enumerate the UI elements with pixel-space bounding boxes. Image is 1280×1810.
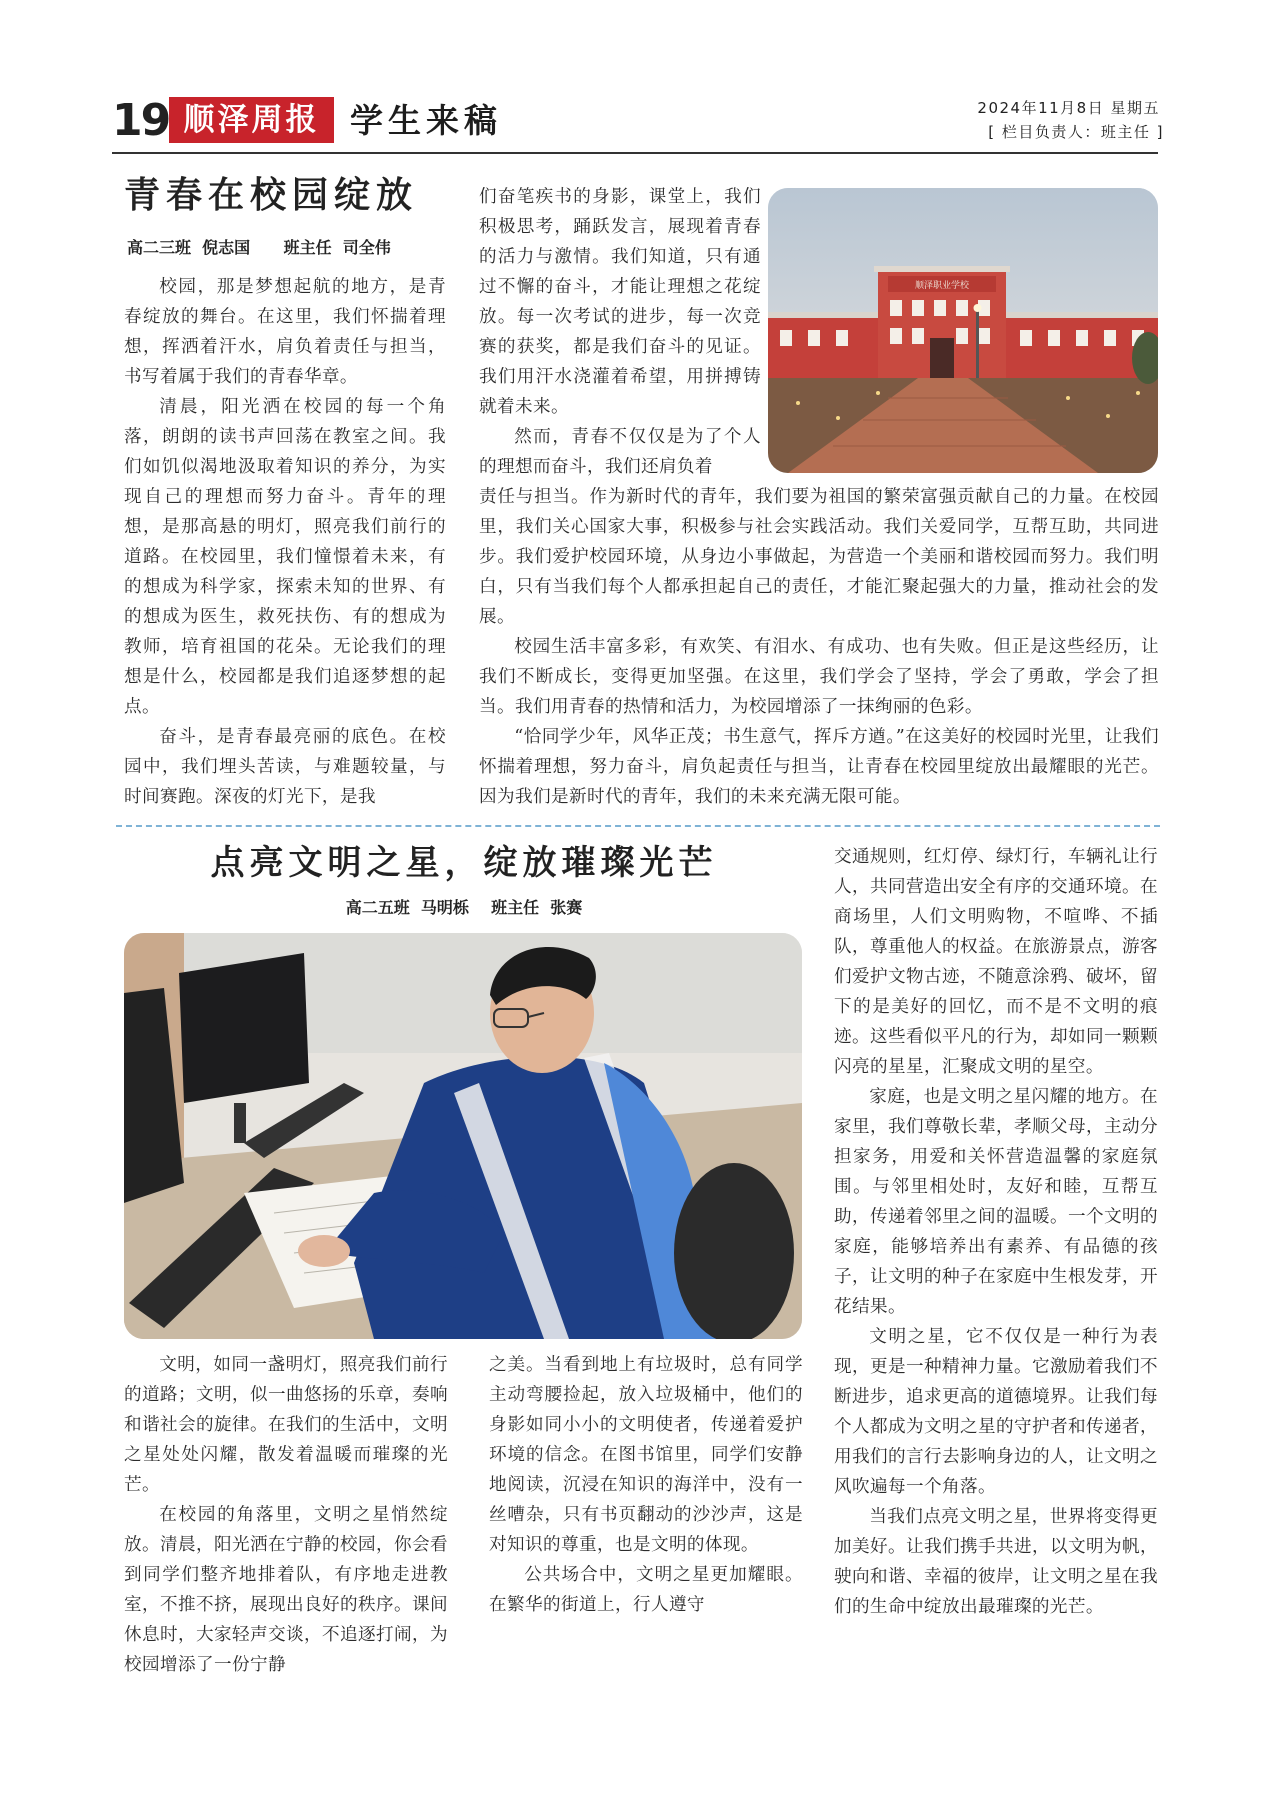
paragraph: 文明之星，它不仅仅是一种行为表现，更是一种精神力量。它激励着我们不断进步，追求更高的道德境界。让我们每个人都成为文明之星的守护者和传递者，用我们的言行去影响身边的人，让文明之风吹遍每一个角落。 bbox=[834, 1327, 1158, 1497]
paragraph: 家庭，也是文明之星闪耀的地方。在家里，我们尊敬长辈，孝顺父母，主动分担家务，用爱和关怀营造温馨的家庭氛围。与邻里相处时，友好和睦，互帮互助，传递着邻里之间的温暖。一个文明的家庭，能够培养出有素养、有品德的孩子，让文明的种子在家庭中生根发芽，开花结果。 bbox=[834, 1087, 1158, 1317]
article2-column3 bbox=[834, 842, 1158, 1622]
paragraph: 校园，那是梦想起航的地方，是青春绽放的舞台。在这里，我们怀揣着理想，挥洒着汗水，肩负着责任与担当，书写着属于我们的青春华章。 bbox=[124, 277, 446, 387]
paragraph: 文明，如同一盏明灯，照亮我们前行的道路；文明，似一曲悠扬的乐章，奏响和谐社会的旋律。在我们的生活中，文明之星处处闪耀，散发着温暖而璀璨的光芒。 bbox=[124, 1355, 448, 1495]
paragraph: 交通规则，红灯停、绿灯行，车辆礼让行人，共同营造出安全有序的交通环境。在商场里，人们文明购物，不喧哗、不插队，尊重他人的权益。在旅游景点，游客们爱护文物古迹，不随意涂鸦、破坏，留下的是美好的回忆，而不是不文明的痕迹。这些看似平凡的行为，却如同一颗颗闪亮的星星，汇聚成文明的星空。 bbox=[834, 847, 1158, 1077]
student-reading-photo bbox=[124, 933, 802, 1339]
header-rule bbox=[112, 152, 1158, 154]
paragraph: 们奋笔疾书的身影，课堂上，我们积极思考，踊跃发言，展现着青春的活力与激情。我们知道，只有通过不懈的奋斗，才能让理想之花绽放。每一次考试的进步，每一次竞赛的获奖，都是我们奋斗的见证。我们用汗水浇灌着希望，用拼搏铸就着未来。 bbox=[479, 187, 761, 417]
paragraph: 校园生活丰富多彩，有欢笑、有泪水、有成功、也有失败。但正是这些经历，让我们不断成长，变得更加坚强。在这里，我们学会了坚持，学会了勇敢，学会了担当。我们用青春的热情和活力，为校园增添了一抹绚丽的色彩。 bbox=[479, 637, 1159, 717]
column-editor: [ 栏目负责人：班主任 ] bbox=[988, 123, 1164, 141]
article2-column1 bbox=[124, 1350, 448, 1680]
page-number: 19 bbox=[112, 95, 170, 146]
article1-byline: 高二三班 倪志国 班主任 司全伟 bbox=[127, 238, 391, 257]
article1-column2 bbox=[479, 182, 761, 482]
paragraph: 奋斗，是青春最亮丽的底色。在校园中，我们埋头苦读，与难题较量，与时间赛跑。深夜的灯光下，是我 bbox=[124, 727, 446, 807]
paragraph: 当我们点亮文明之星，世界将变得更加美好。让我们携手共进，以文明为帆，驶向和谐、幸福的彼岸，让文明之星在我们的生命中绽放出最璀璨的光芒。 bbox=[834, 1507, 1158, 1617]
paragraph: 责任与担当。作为新时代的青年，我们要为祖国的繁荣富强贡献自己的力量。在校园里，我们关心国家大事，积极参与社会实践活动。我们关爱同学，互帮互助，共同进步。我们爱护校园环境，从身边小事做起，为营造一个美丽和谐校园而努力。我们明白，只有当我们每个人都承担起自己的责任，才能汇聚起强大的力量，推动社会的发展。 bbox=[479, 487, 1159, 627]
campus-building-photo bbox=[768, 188, 1158, 473]
paragraph: 在校园的角落里，文明之星悄然绽放。清晨，阳光洒在宁静的校园，你会看到同学们整齐地排着队，有序地走进教室，不推不挤，展现出良好的秩序。课间休息时，大家轻声交谈，不追逐打闹，为校园增添了一份宁静 bbox=[124, 1505, 448, 1675]
article-divider bbox=[116, 825, 1160, 827]
issue-date: 2024年11月8日 星期五 bbox=[977, 99, 1160, 117]
section-title: 学生来稿 bbox=[350, 101, 502, 140]
newspaper-logo: 顺泽周报 bbox=[169, 97, 334, 143]
article2-title: 点亮文明之星，绽放璀璨光芒 bbox=[210, 843, 718, 883]
paragraph: 清晨，阳光洒在校园的每一个角落，朗朗的读书声回荡在教室之间。我们如饥似渴地汲取着知识的养分，为实现自己的理想而努力奋斗。青年的理想，是那高悬的明灯，照亮我们前行的道路。在校园里，我们憧憬着未来，有的想成为科学家，探索未知的世界、有的想成为医生，救死扶伤、有的想成为教师，培育祖国的花朵。无论我们的理想是什么，校园都是我们追逐梦想的起点。 bbox=[124, 397, 446, 717]
article2-column2 bbox=[489, 1350, 803, 1620]
paragraph: 然而，青春不仅仅是为了个人的理想而奋斗，我们还肩负着 bbox=[479, 427, 761, 477]
article2-byline: 高二五班 马明栎 班主任 张赛 bbox=[345, 898, 583, 917]
article1-column2-wide bbox=[479, 482, 1159, 812]
paragraph: 之美。当看到地上有垃圾时，总有同学主动弯腰捡起，放入垃圾桶中，他们的身影如同小小的文明使者，传递着爱护环境的信念。在图书馆里，同学们安静地阅读，沉浸在知识的海洋中，没有一丝嘈杂，只有书页翻动的沙沙声，这是对知识的尊重，也是文明的体现。 bbox=[489, 1355, 803, 1555]
paragraph: 公共场合中，文明之星更加耀眼。在繁华的街道上，行人遵守 bbox=[489, 1565, 803, 1615]
article1-title: 青春在校园绽放 bbox=[124, 175, 419, 216]
article1-column1 bbox=[124, 272, 446, 812]
school-sign: 顺泽职业学校 bbox=[914, 281, 970, 291]
paragraph: “恰同学少年，风华正茂；书生意气，挥斥方遒。”在这美好的校园时光里，让我们怀揣着理想，努力奋斗，肩负起责任与担当，让青春在校园里绽放出最耀眼的光芒。因为我们是新时代的青年，我们的未来充满无限可能。 bbox=[479, 727, 1159, 807]
